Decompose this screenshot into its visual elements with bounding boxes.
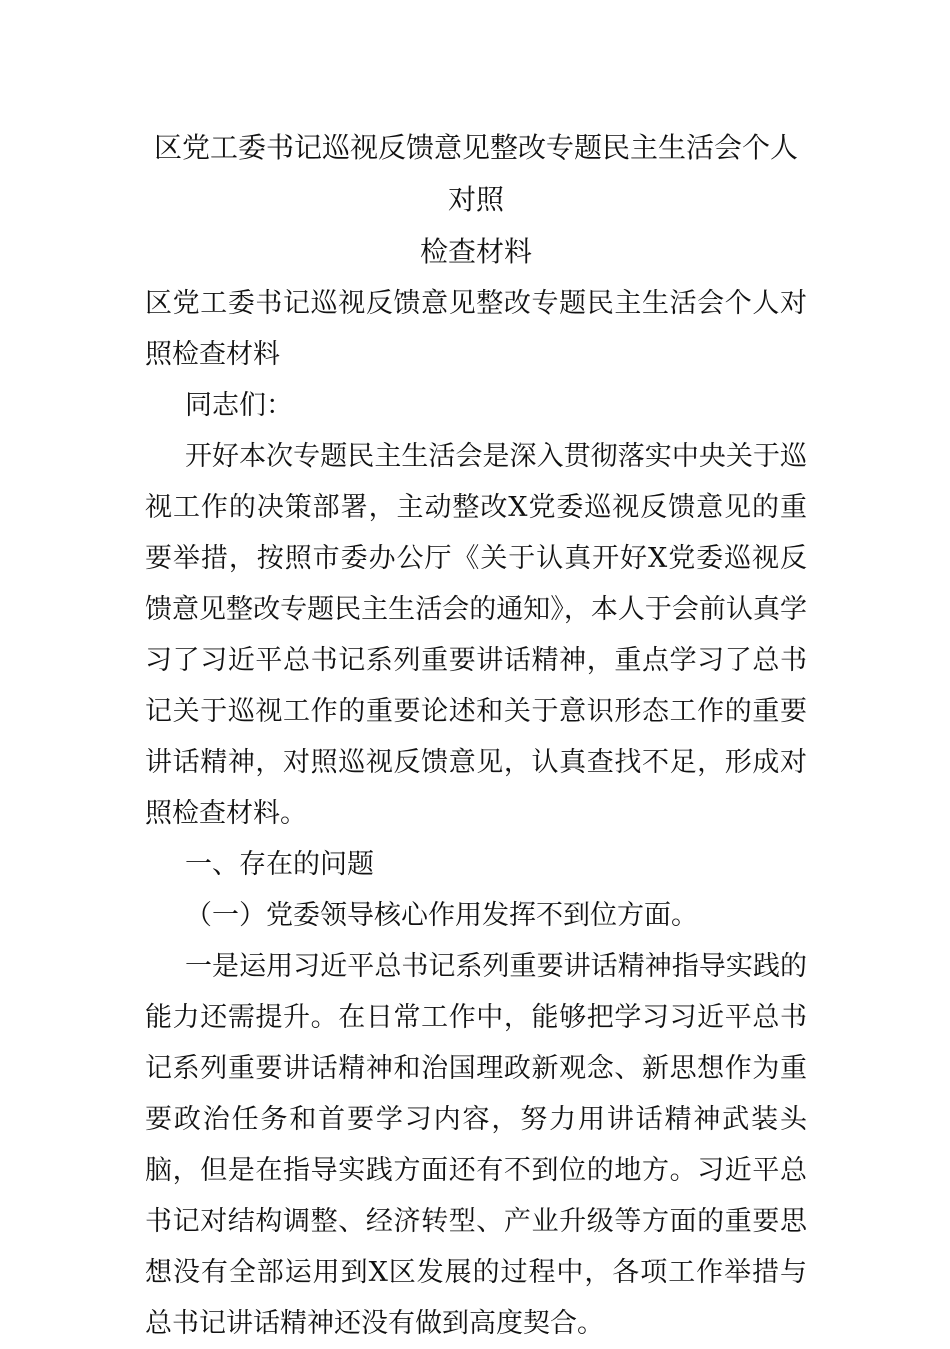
intro-paragraph: 开好本次专题民主生活会是深入贯彻落实中央关于巡视工作的决策部署，主动整改X党委巡视反馈意见的重要举措，按照市委办公厅《关于认真开好X党委巡视反馈意见整改专题民主生活会的通知》，本人于会前认真学习了习近平总书记系列重要讲话精神，重点学习了总书记关于巡视工作的重要论述和关于意识形态工作的重要讲话精神，对照巡视反馈意见，认真查找不足，形成对照检查材料。 — [145, 441, 807, 829]
section-heading: 一、存在的问题 — [185, 849, 374, 880]
subsection-heading: （一）党委领导核心作用发挥不到位方面。 — [185, 900, 698, 931]
document-subtitle: 区党工委书记巡视反馈意见整改专题民主生活会个人对照检查材料 — [145, 288, 807, 370]
document-title — [145, 122, 807, 278]
title-line-1: 区党工委书记巡视反馈意见整改专题民主生活会个人对照 — [153, 131, 798, 216]
salutation: 同志们： — [185, 390, 293, 421]
document-page — [145, 122, 807, 1349]
title-line-2: 检查材料 — [419, 235, 532, 268]
point-paragraph: 一是运用习近平总书记系列重要讲话精神指导实践的能力还需提升。在日常工作中，能够把学习习近平总书记系列重要讲话精神和治国理政新观念、新思想作为重要政治任务和首要学习内容，努力用讲话精神武装头脑，但是在指导实践方面还有不到位的地方。习近平总书记对结构调整、经济转型、产业升级等方面的重要思想没有全部运用到X区发展的过程中，各项工作举措与总书记讲话精神还没有做到高度契合。 — [145, 951, 807, 1339]
